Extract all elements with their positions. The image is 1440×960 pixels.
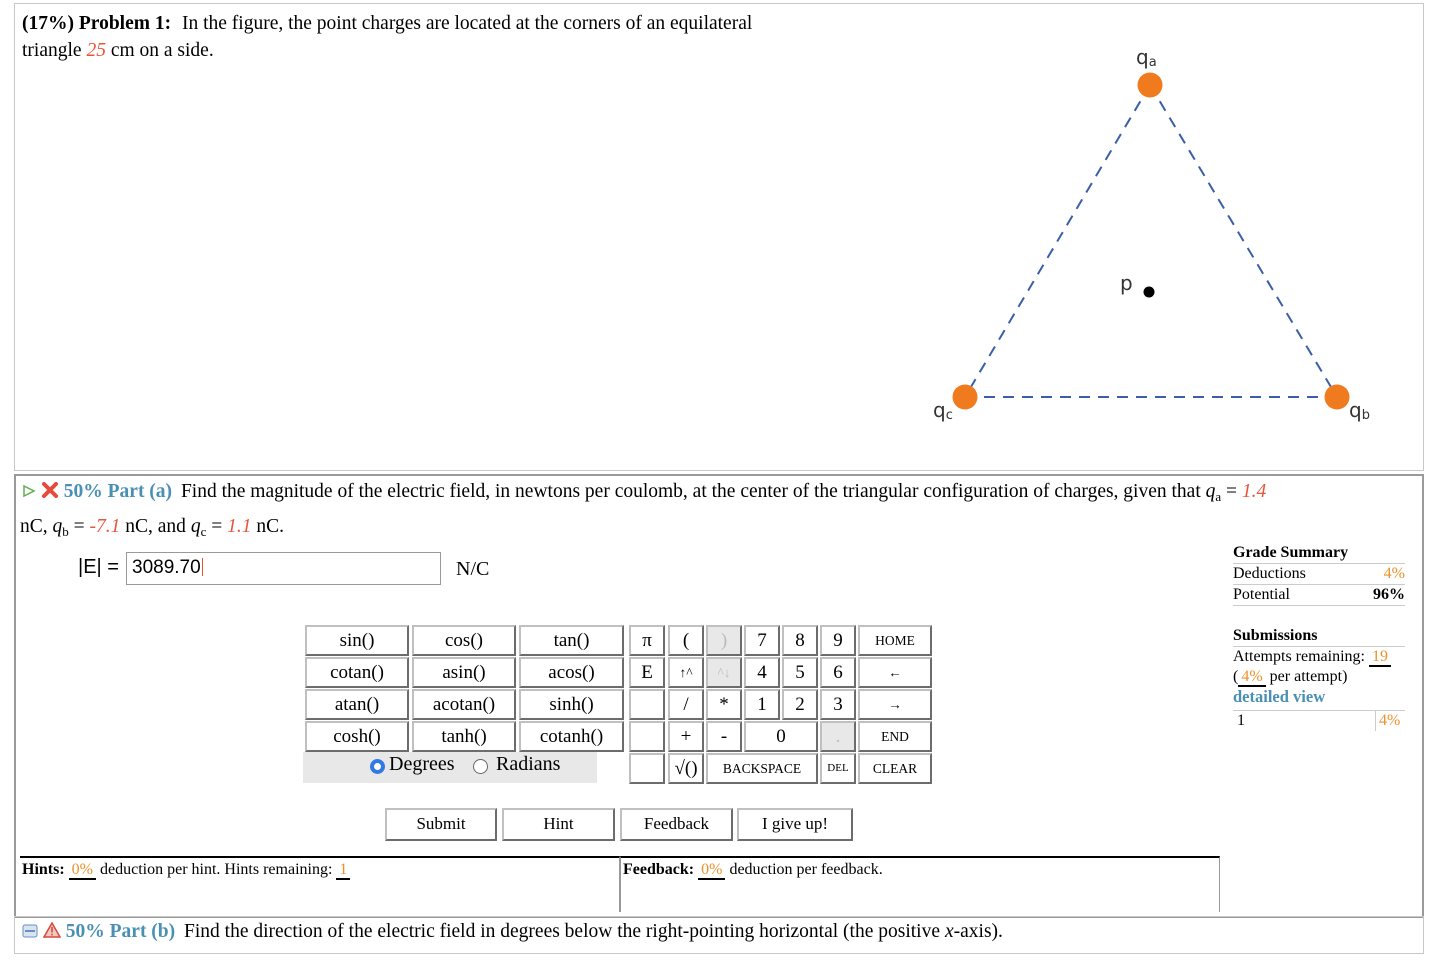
key-power-up[interactable]: ↑^ <box>668 657 704 688</box>
triangle-figure <box>900 30 1400 450</box>
radians-radio[interactable] <box>473 759 488 774</box>
expand-arrow-icon[interactable] <box>22 484 36 498</box>
potential-value: 96% <box>1373 586 1405 603</box>
key-right-paren[interactable]: ) <box>706 625 742 656</box>
problem-header: (17%) Problem 1: <box>22 13 172 34</box>
key-cotan[interactable]: cotan() <box>305 657 409 688</box>
eq-sign-a: = <box>1226 481 1238 502</box>
part-b-prompt-text: Find the direction of the electric field in degrees below the right-pointing horizontal (the positive <box>184 921 940 942</box>
point-p <box>1144 287 1155 298</box>
key-cursor-left[interactable]: ← <box>858 657 932 688</box>
attempt-deduction: 4% <box>1375 711 1405 731</box>
attempts-remaining: 19 <box>1369 648 1391 667</box>
per-attempt-deduction: 4% <box>1238 668 1265 687</box>
side-length-value: 25 <box>86 40 106 61</box>
key-del[interactable]: DEL <box>820 753 856 784</box>
degrees-label[interactable]: Degrees <box>389 753 455 775</box>
text-caret <box>202 558 203 576</box>
key-e[interactable]: E <box>629 657 665 688</box>
detailed-view-link[interactable]: detailed view <box>1233 687 1326 706</box>
incorrect-x-icon <box>41 482 59 498</box>
label-p: p <box>1120 271 1133 295</box>
key-5[interactable]: 5 <box>782 657 818 688</box>
key-divide[interactable]: / <box>668 689 704 720</box>
attempts-info: Attempts remaining: 19 ( 4% per attempt) detailed view <box>1233 646 1405 708</box>
feedback-text: deduction per feedback. <box>729 861 883 878</box>
key-sqrt[interactable]: √() <box>668 753 704 784</box>
key-8[interactable]: 8 <box>782 625 818 656</box>
key-0[interactable]: 0 <box>744 721 818 752</box>
svg-text:qb <box>1349 398 1370 423</box>
key-power-down[interactable]: ^↓ <box>706 657 742 688</box>
answer-value: 3089.70 <box>132 557 201 578</box>
collapse-icon[interactable] <box>22 924 38 938</box>
label-qc-sub: c <box>945 408 953 423</box>
qa-value: 1.4 <box>1241 481 1267 502</box>
label-qc: q <box>933 398 946 422</box>
key-3[interactable]: 3 <box>820 689 856 720</box>
part-b-prompt <box>22 917 1412 947</box>
feedback-label: Feedback: <box>623 861 695 878</box>
deductions-row <box>1233 564 1405 585</box>
label-qa-sub: a <box>1148 55 1157 70</box>
submissions-title: Submissions <box>1233 627 1318 644</box>
deductions-value: 4% <box>1383 565 1405 582</box>
key-2[interactable]: 2 <box>782 689 818 720</box>
label-qb: q <box>1349 398 1362 422</box>
key-blank-1[interactable] <box>629 689 665 720</box>
key-decimal[interactable]: . <box>820 721 856 752</box>
edge-qa-qc <box>965 85 1150 397</box>
degrees-radio[interactable] <box>370 759 385 774</box>
key-multiply[interactable]: * <box>706 689 742 720</box>
part-b-prompt-end: -axis). <box>953 921 1003 942</box>
key-cosh[interactable]: cosh() <box>305 721 409 752</box>
key-blank-3[interactable] <box>629 753 665 784</box>
deductions-label: Deductions <box>1233 565 1306 582</box>
potential-label: Potential <box>1233 586 1290 603</box>
part-a-label: 50% Part (a) <box>63 481 173 502</box>
radians-label[interactable]: Radians <box>496 753 561 775</box>
label-qb-sub: b <box>1361 408 1370 423</box>
var-qb: q <box>52 516 63 537</box>
key-asin[interactable]: asin() <box>412 657 516 688</box>
part-a-prompt <box>22 477 1412 547</box>
svg-text:qc <box>933 398 953 423</box>
unit-qc: nC. <box>256 516 284 537</box>
key-sinh[interactable]: sinh() <box>519 689 624 720</box>
charge-qa <box>1138 73 1163 98</box>
hints-text: deduction per hint. Hints remaining: <box>100 861 333 878</box>
key-9[interactable]: 9 <box>820 625 856 656</box>
attempt-history-row <box>1233 710 1405 731</box>
edge-qa-qb <box>1150 85 1337 397</box>
key-acos[interactable]: acos() <box>519 657 624 688</box>
charge-qc <box>953 385 978 410</box>
charge-qb <box>1325 385 1350 410</box>
key-pi[interactable]: π <box>629 625 665 656</box>
eq-sign-b: = <box>73 516 85 537</box>
key-4[interactable]: 4 <box>744 657 780 688</box>
warning-icon <box>43 922 61 938</box>
part-b-label: 50% Part (b) <box>65 921 176 942</box>
attempts-label: Attempts remaining: <box>1233 648 1365 665</box>
var-qa: q <box>1205 481 1216 502</box>
key-1[interactable]: 1 <box>744 689 780 720</box>
problem-text-line1: In the figure, the point charges are located at the corners of an equilateral <box>181 13 753 34</box>
key-tanh[interactable]: tanh() <box>412 721 516 752</box>
angle-mode-selector <box>303 752 597 783</box>
key-blank-2[interactable] <box>629 721 665 752</box>
key-acotan[interactable]: acotan() <box>412 689 516 720</box>
key-6[interactable]: 6 <box>820 657 856 688</box>
potential-row <box>1233 585 1405 606</box>
key-cotanh[interactable]: cotanh() <box>519 721 624 752</box>
attempt-number: 1 <box>1237 712 1245 729</box>
key-backspace[interactable]: BACKSPACE <box>706 753 818 784</box>
var-qb-sub: b <box>62 524 69 539</box>
qc-value: 1.1 <box>227 516 252 537</box>
var-qa-sub: a <box>1215 489 1222 504</box>
grade-summary-title: Grade Summary <box>1233 544 1405 564</box>
key-tan[interactable]: tan() <box>519 625 624 656</box>
var-qc: q <box>190 516 201 537</box>
key-home[interactable]: HOME <box>858 625 932 656</box>
svg-text:qa <box>1136 45 1157 70</box>
unit-qb: nC, and <box>125 516 186 537</box>
answer-unit: N/C <box>456 558 490 580</box>
key-clear[interactable]: CLEAR <box>858 753 932 784</box>
key-plus[interactable]: + <box>668 721 704 752</box>
hint-button[interactable]: Hint <box>502 808 615 841</box>
answer-label: |E| = <box>78 556 119 578</box>
key-atan[interactable]: atan() <box>305 689 409 720</box>
key-cos[interactable]: cos() <box>412 625 516 656</box>
var-qc-sub: c <box>200 524 207 539</box>
per-attempt-label: per attempt) <box>1269 668 1348 685</box>
problem-text-prefix: triangle <box>22 40 82 61</box>
axis-variable: x <box>944 921 954 942</box>
hints-remaining: 1 <box>336 861 350 880</box>
feedback-panel <box>620 856 1220 912</box>
hints-label: Hints: <box>22 861 65 878</box>
grade-summary <box>1233 544 1405 731</box>
eq-sign-c: = <box>211 516 223 537</box>
hints-panel <box>20 856 620 912</box>
submit-button[interactable]: Submit <box>385 808 497 841</box>
problem-statement <box>22 10 882 64</box>
label-qa: q <box>1136 45 1149 69</box>
qb-value: -7.1 <box>89 516 121 537</box>
key-end[interactable]: END <box>858 721 932 752</box>
feedback-button[interactable]: Feedback <box>620 808 733 841</box>
hints-deduction: 0% <box>69 861 96 880</box>
key-left-paren[interactable]: ( <box>668 625 704 656</box>
key-minus[interactable]: - <box>706 721 742 752</box>
give-up-button[interactable]: I give up! <box>737 808 853 841</box>
answer-input[interactable] <box>126 552 441 585</box>
problem-text-suffix: cm on a side. <box>110 40 214 61</box>
feedback-deduction: 0% <box>698 861 725 880</box>
key-cursor-right[interactable]: → <box>858 689 932 720</box>
key-7[interactable]: 7 <box>744 625 780 656</box>
key-sin[interactable]: sin() <box>305 625 409 656</box>
unit-qa: nC, <box>20 516 48 537</box>
part-a-prompt-text: Find the magnitude of the electric field, in newtons per coulomb, at the center of the triangular configuration of charges, given that <box>180 481 1201 502</box>
